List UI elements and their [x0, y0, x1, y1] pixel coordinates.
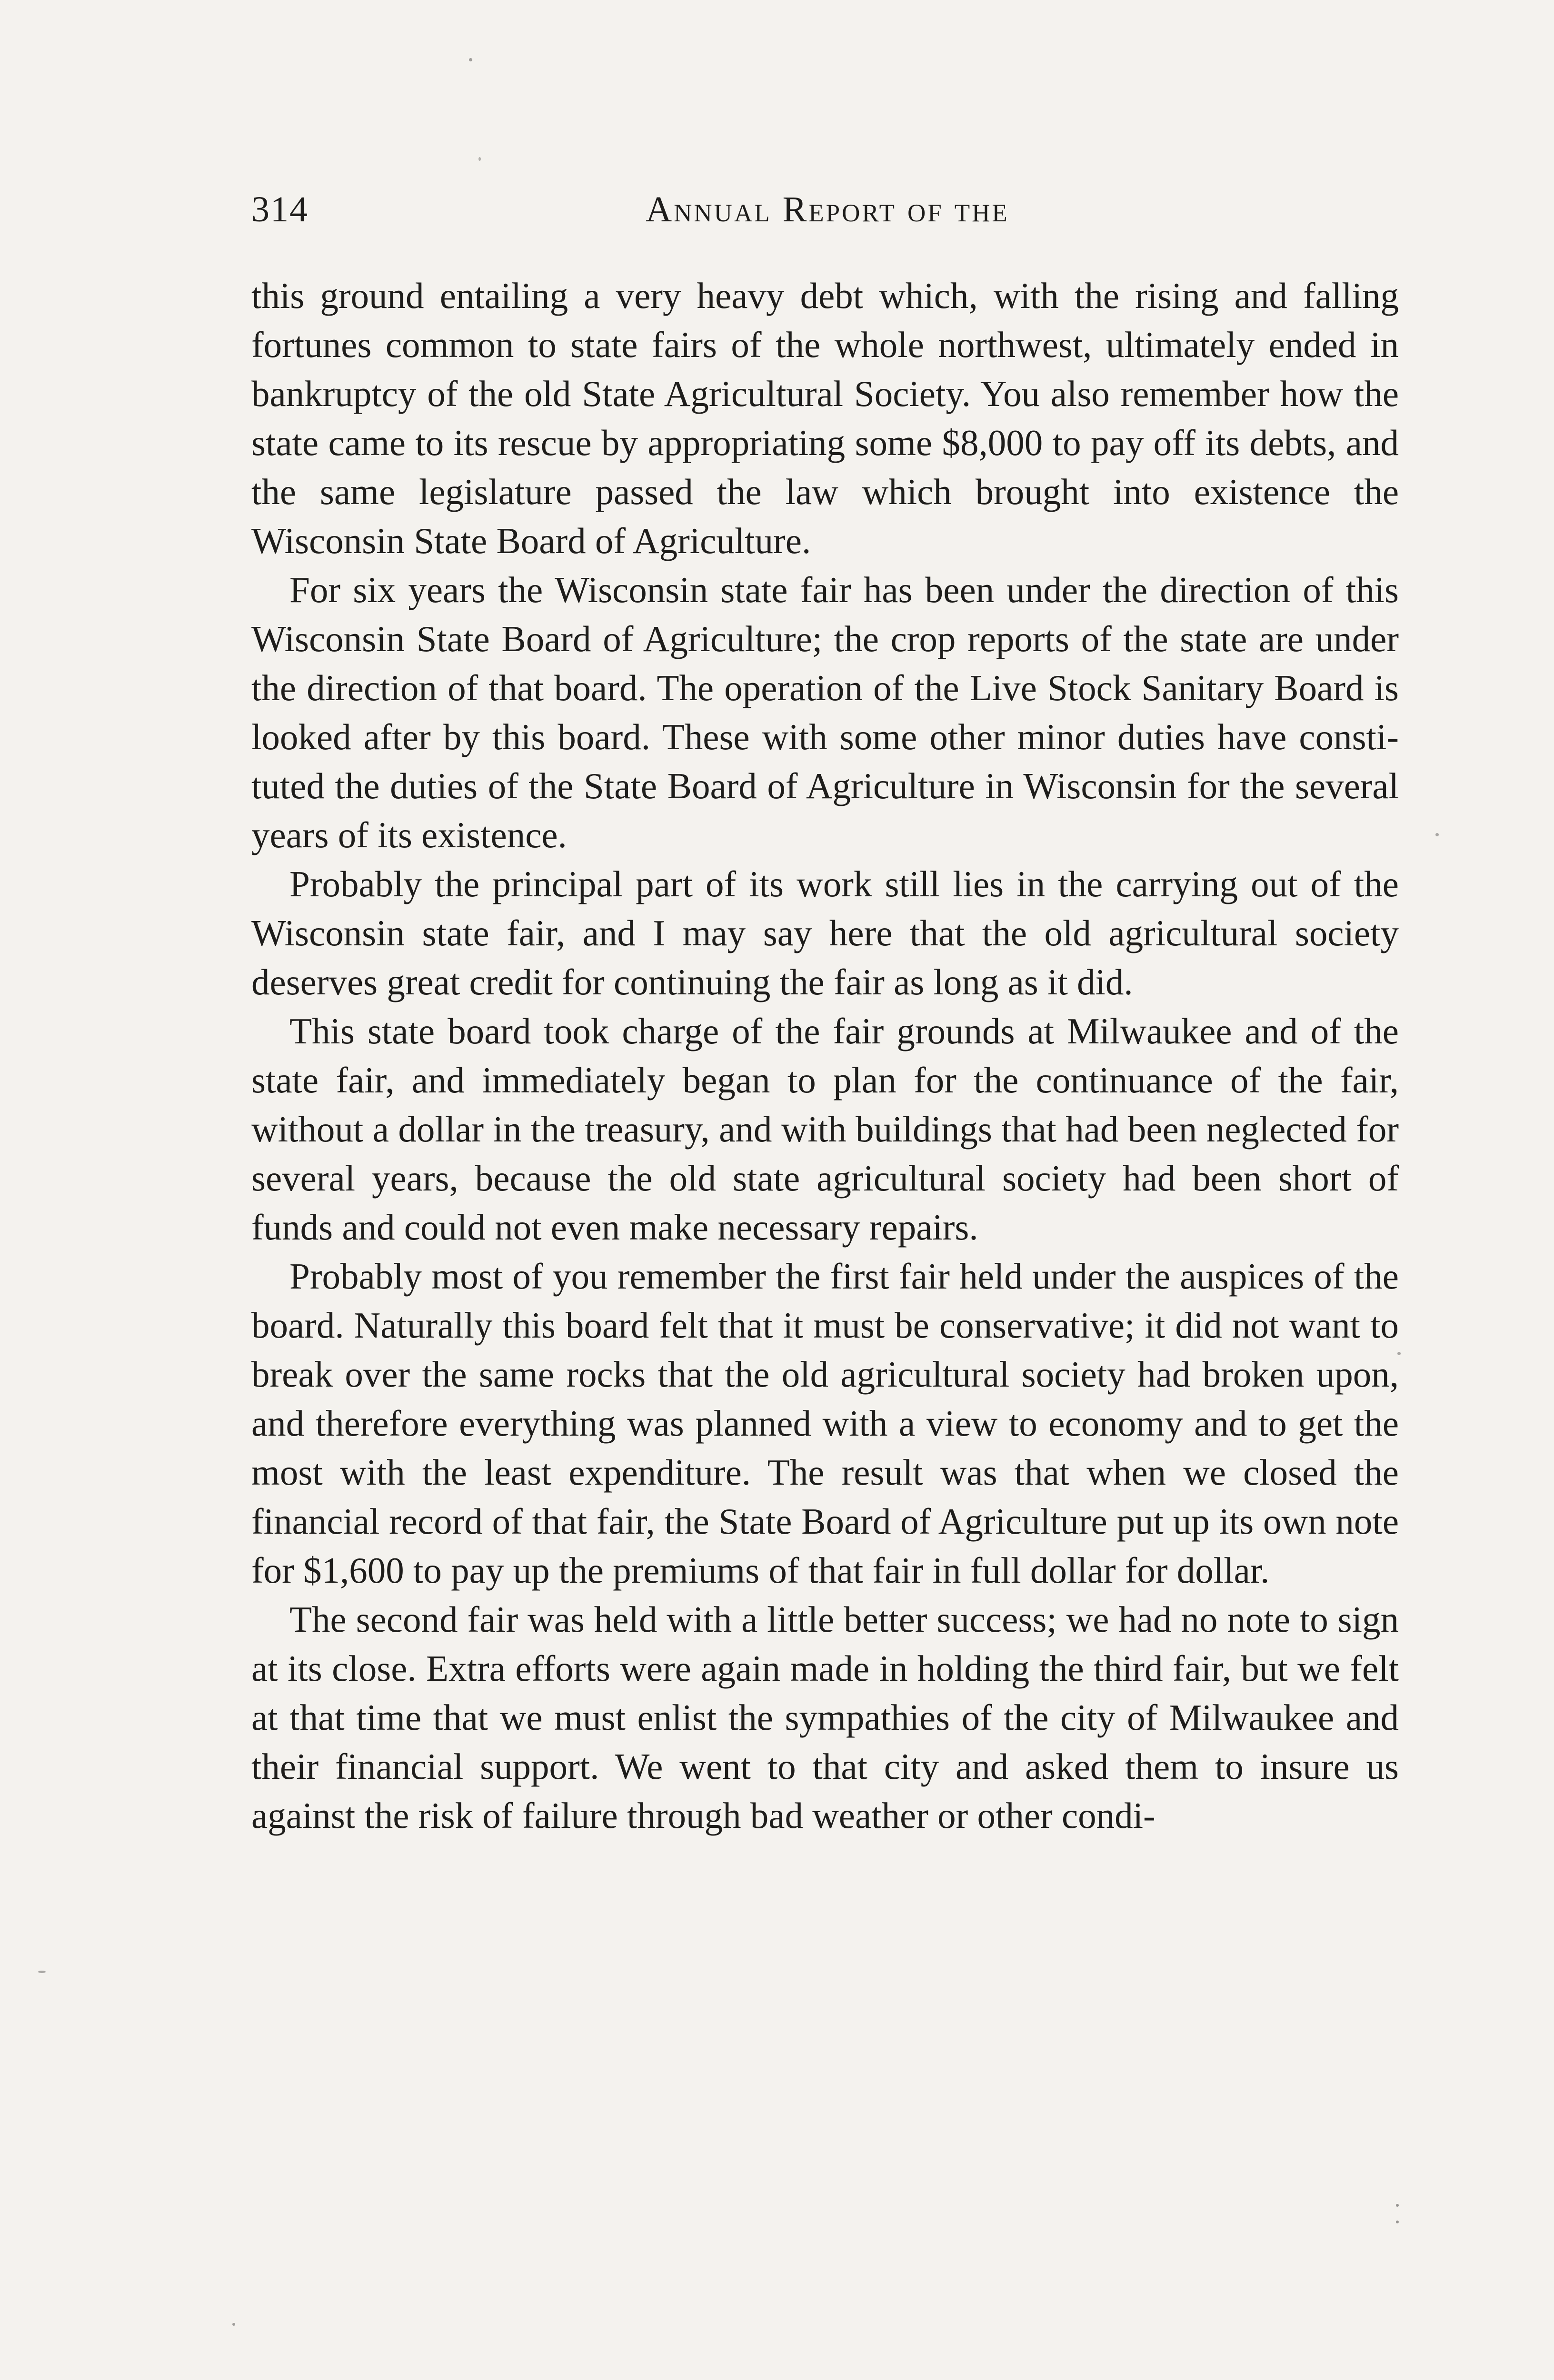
paragraph: Probably most of you remember the first fair held under the auspices of the board. Naturally this board felt that it must be conservative; it did not want to break over the same rocks that the old agricultural society had broken upon, and therefore everything was planned with a view to economy and to get the most with the least expenditure. The result was that when we closed the financial record of that fair, the State Board of Agriculture put up its own note for $1,600 to pay up the premiums of that fair in full dollar for dollar. — [251, 1256, 1399, 1591]
paragraph: The second fair was held with a little better success; we had no note to sign at its close. Extra efforts were again made in holding the third fair, but we felt at that time that we must enlist the sympathies of the city of Milwaukee and their financial support. We went to that city and asked them to insure us against the risk of failure through bad weather or other condi- — [251, 1599, 1399, 1836]
paragraph: Probably the principal part of its work still lies in the carrying out of the Wisconsin state fair, and I may say here that the old agricultural society deserves great credit for continuing the fair as long as it did. — [251, 863, 1399, 1002]
scan-speck — [1397, 1352, 1401, 1355]
scan-speck — [478, 157, 481, 161]
running-head: Annual Report of the — [646, 189, 1009, 229]
paragraph: For six years the Wisconsin state fair has been under the direction of this Wisconsin State Board of Agriculture; the crop reports of the state are under the direction of that board. The operation of the Live Stock Sanitary Board is looked after by this board. These with some other minor duties have constituted the duties of the State Board of Agriculture in Wisconsin for the several years of its existence. — [251, 569, 1399, 855]
scan-speck — [38, 1971, 46, 1973]
scan-speck — [1396, 2204, 1399, 2207]
scan-speck — [469, 58, 472, 61]
body-text — [251, 271, 1399, 1840]
page-number: 314 — [251, 189, 309, 229]
page-header — [251, 183, 1385, 245]
scan-speck — [1396, 2221, 1399, 2223]
paragraph: This state board took charge of the fair grounds at Milwaukee and of the state fair, and immediately began to plan for the continuance of the fair, without a dollar in the treasury, and with buildings that had been neglected for several years, because the old state agricultural society had been short of funds and could not even make necessary repairs. — [251, 1011, 1399, 1248]
scan-speck — [232, 2323, 235, 2326]
scan-speck — [1435, 833, 1439, 836]
paragraph-continued: this ground entailing a very heavy debt which, with the rising and falling fortunes common to state fairs of the whole northwest, ultimately ended in bankruptcy of the old State Agricultural Society. You also remember how the state came to its rescue by appropriating some $8,000 to pay off its debts, and the same legislature passed the law which brought into existence the Wisconsin State Board of Agriculture. — [251, 275, 1399, 561]
